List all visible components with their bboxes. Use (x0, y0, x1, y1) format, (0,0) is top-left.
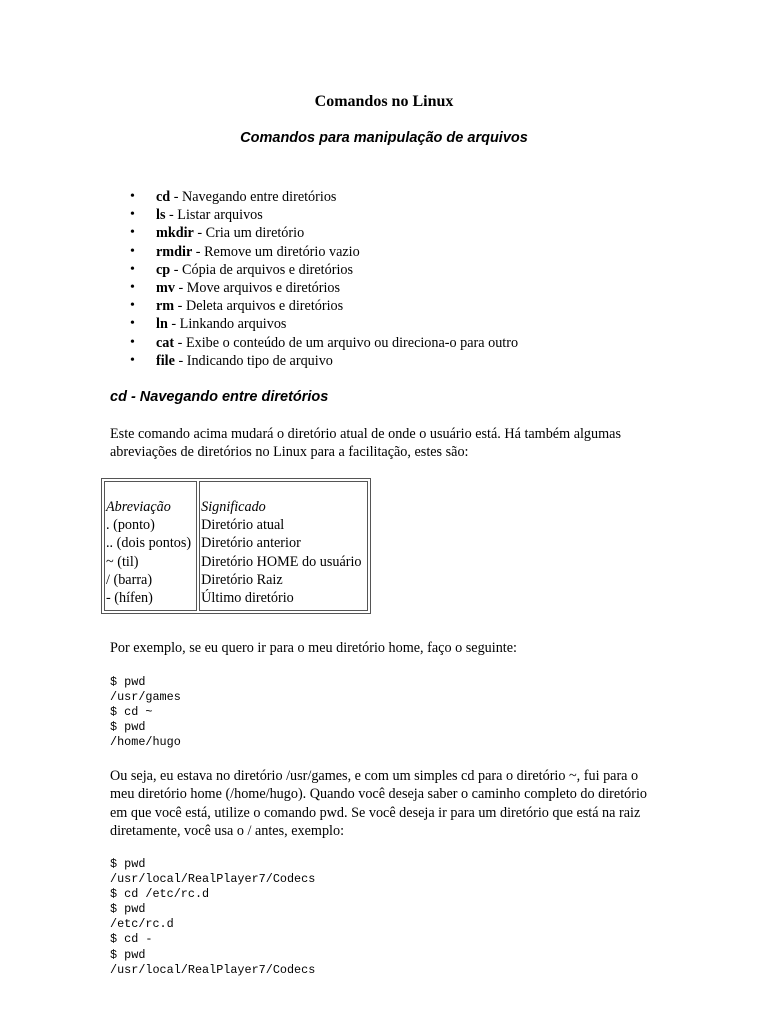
list-item (110, 243, 518, 261)
bullet-icon: • (130, 189, 135, 204)
command-name: file (156, 352, 175, 369)
list-item (110, 334, 518, 352)
command-name: cp (156, 261, 171, 278)
table-cell: .. (dois pontos) (106, 535, 192, 552)
bullet-icon: • (130, 334, 135, 350)
table-header-abbreviation: Abreviação (106, 499, 171, 515)
bullet-icon: • (130, 225, 135, 241)
list-item (110, 352, 518, 370)
code-block-1: $ pwd /usr/games $ cd ~ $ pwd /home/hugo (110, 675, 181, 750)
command-desc: - Cria um diretório (193, 225, 305, 242)
command-name: rmdir (156, 243, 193, 260)
list-item (110, 279, 518, 297)
list-item (110, 224, 518, 242)
bullet-icon: • (130, 243, 135, 259)
table-cell: . (ponto) (106, 517, 155, 534)
explanation-paragraph: Ou seja, eu estava no diretório /usr/games, e com um simples cd para o diretório ~, fui para o meu diretório home (/home/hugo). Quando você deseja saber o caminho completo do diretório em que você está, utilize o comando pwd. Se você deseja ir para um diretório que está na raiz diretamente, você usa o / antes, exemplo: (110, 768, 647, 839)
bullet-icon: • (130, 352, 135, 368)
command-desc: - Deleta arquivos e diretórios (174, 298, 344, 315)
table-cell: Diretório atual (201, 517, 285, 534)
command-desc: - Indicando tipo de arquivo (174, 352, 333, 369)
command-desc: - Exibe o conteúdo de um arquivo ou direciona-o para outro (174, 334, 519, 351)
command-desc: - Navegando entre diretórios (170, 189, 337, 205)
page-subtitle: Comandos para manipulação de arquivos (240, 130, 528, 146)
command-name: ls (156, 207, 166, 224)
command-list (110, 188, 518, 370)
command-name: cat (156, 334, 175, 351)
meaning-column (199, 481, 367, 611)
bullet-icon: • (130, 279, 135, 295)
command-desc: - Listar arquivos (165, 207, 263, 224)
command-name: rm (156, 298, 175, 315)
list-item (110, 261, 518, 279)
example-paragraph: Por exemplo, se eu quero ir para o meu diretório home, faço o seguinte: (110, 640, 517, 656)
intro-paragraph: Este comando acima mudará o diretório atual de onde o usuário está. Há também algumas abreviações de diretórios no Linux para a facilitação, estes são: (110, 426, 621, 461)
command-desc: - Cópia de arquivos e diretórios (170, 261, 354, 278)
command-name: mkdir (156, 225, 194, 242)
command-desc: - Move arquivos e diretórios (174, 279, 341, 296)
table-cell: Diretório HOME do usuário (201, 553, 362, 570)
bullet-icon: • (130, 316, 135, 332)
command-desc: - Remove um diretório vazio (192, 243, 360, 260)
table-cell: - (hífen) (106, 590, 153, 607)
list-item (110, 188, 518, 206)
bullet-icon: • (130, 207, 135, 223)
table-cell: Último diretório (201, 590, 294, 607)
table-header-meaning: Significado (201, 499, 266, 515)
list-item (110, 206, 518, 224)
list-item (110, 297, 518, 315)
command-name: cd (156, 189, 171, 205)
bullet-icon: • (130, 298, 135, 314)
command-name: ln (156, 316, 168, 333)
table-cell: ~ (til) (106, 553, 139, 570)
section-heading-cd: cd - Navegando entre diretórios (110, 389, 329, 405)
table-cell: / (barra) (106, 571, 153, 588)
abbreviation-table (101, 478, 371, 614)
table-cell: Diretório anterior (201, 535, 301, 552)
command-desc: - Linkando arquivos (167, 316, 287, 333)
code-block-2: $ pwd /usr/local/RealPlayer7/Codecs $ cd /etc/rc.d $ pwd /etc/rc.d $ cd - $ pwd /usr/local/RealPlayer7/Codecs (110, 857, 316, 977)
command-name: mv (156, 279, 175, 296)
page-title: Comandos no Linux (314, 93, 454, 110)
table-cell: Diretório Raiz (201, 571, 283, 588)
bullet-icon: • (130, 261, 135, 277)
list-item (110, 315, 518, 333)
abbreviation-column (104, 481, 197, 611)
